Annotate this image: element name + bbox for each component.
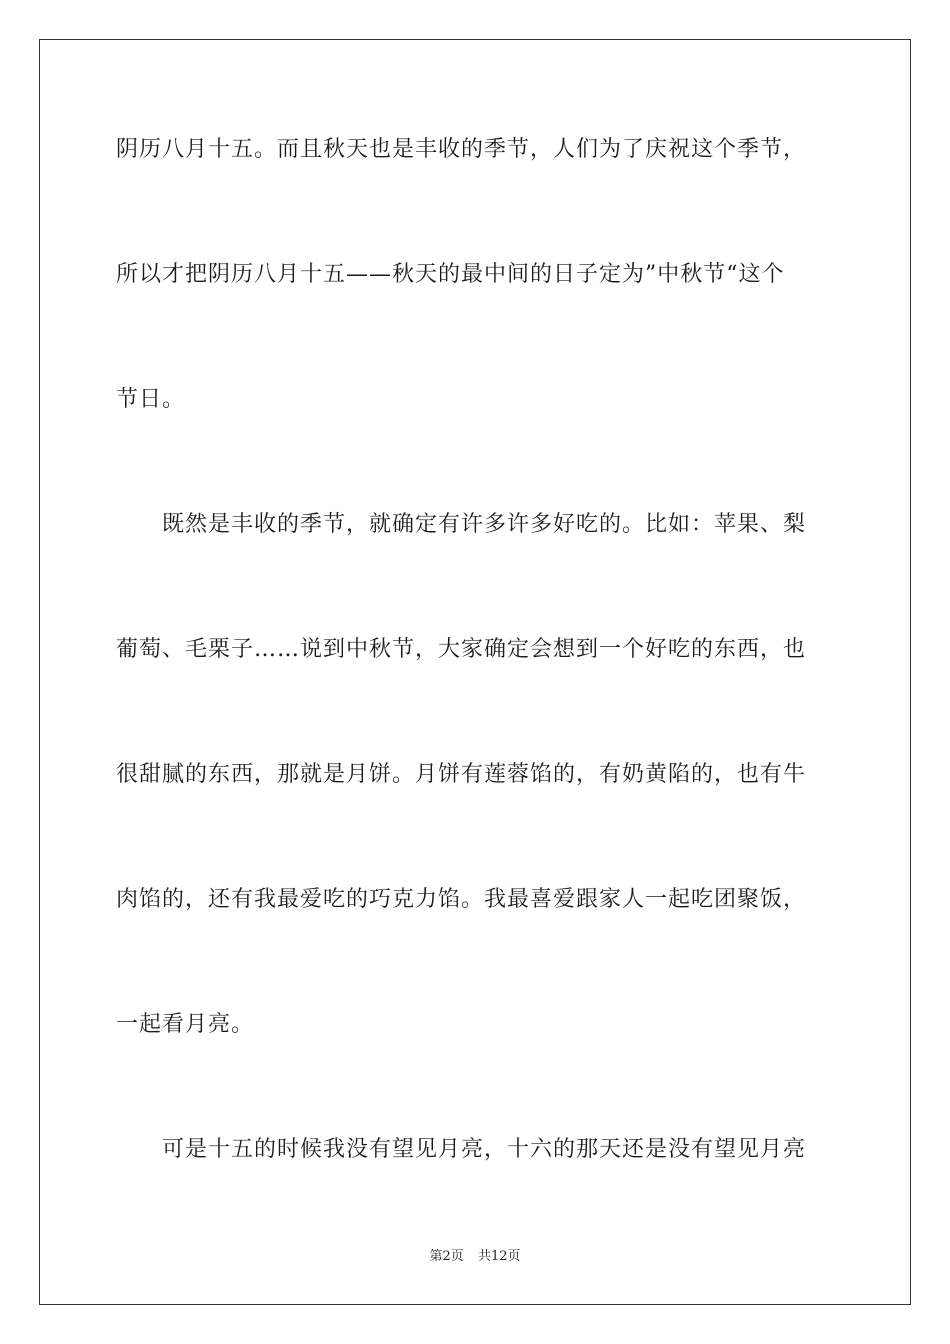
text-line: 很甜腻的东西，那就是月饼。月饼有莲蓉馅的，有奶黄陷的，也有牛 (116, 762, 807, 787)
page-border (39, 39, 911, 1305)
text-line: 所以才把阴历八月十五——秋天的最中间的日子定为”中秋节“这个 (116, 262, 785, 287)
text-line: 节日。 (116, 387, 186, 412)
text-line: 肉馅的，还有我最爱吃的巧克力馅。我最喜爱跟家人一起吃团聚饭， (116, 887, 807, 912)
page-number: 第2页 (429, 1249, 464, 1264)
text-line: 葡萄、毛栗子……说到中秋节，大家确定会想到一个好吃的东西，也 (116, 637, 807, 662)
page-total: 共12页 (477, 1249, 521, 1264)
page-footer (0, 1248, 950, 1266)
text-line: 阴历八月十五。而且秋天也是丰收的季节，人们为了庆祝这个季节， (116, 137, 807, 162)
text-line: 可是十五的时候我没有望见月亮，十六的那天还是没有望见月亮 (116, 1137, 807, 1162)
text-line: 一起看月亮。 (116, 1012, 255, 1037)
text-line: 既然是丰收的季节，就确定有许多许多好吃的。比如：苹果、梨 (116, 512, 807, 537)
